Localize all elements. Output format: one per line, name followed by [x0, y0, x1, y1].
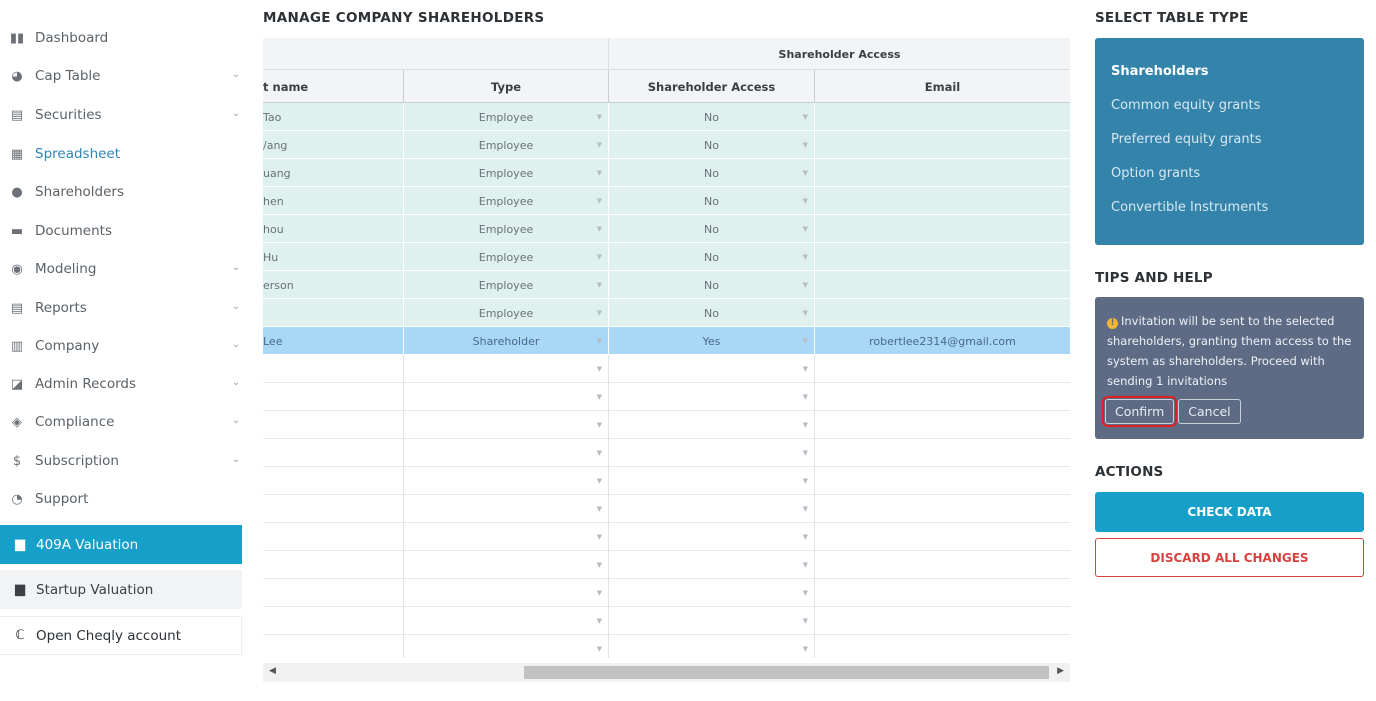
- dropdown-arrow-icon[interactable]: ▼: [802, 393, 808, 401]
- sidebar-item-label: Cap Table: [35, 68, 101, 84]
- sidebar-item-support[interactable]: [0, 480, 242, 518]
- cell-access[interactable]: [608, 635, 814, 658]
- table-type-common-equity[interactable]: Common equity grants: [1111, 98, 1261, 113]
- cell-email[interactable]: [814, 355, 1070, 383]
- scroll-left-icon[interactable]: ◀: [269, 666, 276, 676]
- cell-email[interactable]: [814, 411, 1070, 439]
- cell-name[interactable]: [263, 187, 403, 215]
- cell-name[interactable]: [263, 439, 403, 467]
- cell-name[interactable]: [263, 243, 403, 271]
- sidebar-item-subscription[interactable]: [0, 442, 242, 480]
- sidebar-item-admin-records[interactable]: [0, 365, 242, 403]
- table-row[interactable]: [263, 159, 1070, 187]
- grid-group-header: [263, 38, 1070, 70]
- table-row[interactable]: [263, 411, 1070, 439]
- dropdown-arrow-icon[interactable]: ▼: [802, 449, 808, 457]
- cell-type-value: Employee: [478, 138, 534, 152]
- cell-type[interactable]: [403, 411, 608, 439]
- chevron-down-icon: ⌄: [231, 69, 240, 80]
- column-header-name[interactable]: t name: [263, 79, 309, 94]
- cell-name[interactable]: [263, 299, 403, 327]
- cell-name[interactable]: [263, 411, 403, 439]
- cell-name-value: hen: [263, 194, 284, 208]
- dropdown-arrow-icon[interactable]: ▼: [802, 617, 808, 625]
- cell-name-value: Tao: [263, 110, 282, 124]
- document-icon: ▤: [10, 107, 24, 123]
- cell-type-value: Shareholder: [472, 334, 540, 348]
- cell-email[interactable]: [814, 299, 1070, 327]
- cell-email[interactable]: [814, 495, 1070, 523]
- dropdown-arrow-icon[interactable]: ▼: [596, 533, 602, 541]
- table-type-panel: [1095, 38, 1364, 245]
- sidebar-item-securities[interactable]: [0, 96, 242, 134]
- cheqly-logo-icon: ℂ: [15, 628, 25, 643]
- cell-access[interactable]: [608, 271, 814, 299]
- dropdown-arrow-icon[interactable]: ▼: [802, 281, 808, 289]
- cell-name[interactable]: [263, 495, 403, 523]
- dropdown-arrow-icon[interactable]: ▼: [802, 505, 808, 513]
- cell-type-value: Employee: [478, 250, 534, 264]
- user-icon: ●: [11, 184, 23, 200]
- dropdown-arrow-icon[interactable]: ▼: [596, 617, 602, 625]
- cell-access[interactable]: [608, 551, 814, 579]
- dropdown-arrow-icon[interactable]: ▼: [802, 225, 808, 233]
- cell-name-value: erson: [263, 278, 294, 292]
- tips-message: [1107, 311, 1354, 391]
- cell-email[interactable]: [814, 551, 1070, 579]
- shield-icon: ◈: [12, 414, 22, 430]
- cell-type[interactable]: [403, 299, 608, 327]
- sidebar-item-label: 409A Valuation: [36, 536, 139, 553]
- actions-title: ACTIONS: [1095, 464, 1164, 480]
- dropdown-arrow-icon[interactable]: ▼: [596, 281, 602, 289]
- cell-name[interactable]: [263, 607, 403, 635]
- dropdown-arrow-icon[interactable]: ▼: [802, 645, 808, 653]
- cell-name-value: Hu: [263, 250, 279, 264]
- cell-access[interactable]: [608, 523, 814, 551]
- admin-icon: ◪: [10, 376, 24, 392]
- support-icon: ◔: [11, 491, 23, 507]
- cell-type[interactable]: [403, 383, 608, 411]
- sidebar-item-label: Modeling: [35, 261, 97, 277]
- cell-access[interactable]: [608, 467, 814, 495]
- tips-text: Invitation will be sent to the selected shareholders, granting them access to the system as shareholders. Proceed with sending 1 invitations: [1107, 314, 1352, 388]
- cell-email[interactable]: [814, 607, 1070, 635]
- cell-type-value: Employee: [478, 306, 534, 320]
- cell-type-value: Employee: [478, 278, 534, 292]
- chevron-down-icon: ⌄: [231, 454, 240, 465]
- dropdown-arrow-icon[interactable]: ▼: [596, 253, 602, 261]
- sidebar-item-label: Compliance: [35, 414, 115, 430]
- cell-access-value: Yes: [702, 334, 721, 348]
- cell-access-value: No: [704, 306, 719, 320]
- cell-type[interactable]: [403, 187, 608, 215]
- cell-access[interactable]: [608, 495, 814, 523]
- cell-access[interactable]: [608, 131, 814, 159]
- cell-access[interactable]: [608, 439, 814, 467]
- cell-email-value: robertlee2314@gmail.com: [869, 334, 1016, 348]
- sidebar-item-label: Shareholders: [35, 184, 124, 200]
- sidebar-item-cap-table[interactable]: [0, 57, 242, 95]
- sidebar-item-409a-valuation[interactable]: [0, 525, 242, 564]
- cell-email[interactable]: [814, 103, 1070, 131]
- cell-name[interactable]: [263, 523, 403, 551]
- cancel-button[interactable]: Cancel: [1178, 399, 1240, 424]
- table-row[interactable]: [263, 439, 1070, 467]
- table-row[interactable]: [263, 467, 1070, 495]
- cell-access[interactable]: [608, 607, 814, 635]
- cell-type[interactable]: [403, 327, 608, 355]
- cell-access[interactable]: [608, 187, 814, 215]
- chevron-down-icon: ⌄: [231, 262, 240, 273]
- sidebar-item-label: Subscription: [35, 453, 119, 469]
- dropdown-arrow-icon[interactable]: ▼: [596, 141, 602, 149]
- table-row[interactable]: [263, 579, 1070, 607]
- cell-email[interactable]: [814, 383, 1070, 411]
- cell-access-value: No: [704, 194, 719, 208]
- dropdown-arrow-icon[interactable]: ▼: [802, 589, 808, 597]
- dropdown-arrow-icon[interactable]: ▼: [802, 421, 808, 429]
- table-row[interactable]: [263, 271, 1070, 299]
- cell-type[interactable]: [403, 271, 608, 299]
- folder-icon: ▬: [10, 223, 24, 239]
- chevron-down-icon: ⌄: [231, 108, 240, 119]
- sidebar-item-label: Startup Valuation: [36, 581, 154, 598]
- dollar-icon: $: [12, 453, 22, 469]
- group-header-shareholder-access: Shareholder Access: [608, 38, 1070, 70]
- dropdown-arrow-icon[interactable]: ▼: [802, 113, 808, 121]
- dropdown-arrow-icon[interactable]: ▼: [596, 477, 602, 485]
- sidebar-item-reports[interactable]: [0, 289, 242, 327]
- dropdown-arrow-icon[interactable]: ▼: [596, 225, 602, 233]
- cell-type[interactable]: [403, 439, 608, 467]
- sidebar-item-spreadsheet[interactable]: [0, 135, 242, 173]
- cell-email[interactable]: [814, 159, 1070, 187]
- confirm-button[interactable]: Confirm: [1105, 399, 1174, 424]
- cell-name[interactable]: [263, 131, 403, 159]
- table-row[interactable]: [263, 299, 1070, 327]
- sidebar-item-label: Reports: [35, 300, 87, 316]
- sidebar-item-label: Securities: [35, 107, 102, 123]
- dropdown-arrow-icon[interactable]: ▼: [802, 197, 808, 205]
- sidebar-item-documents[interactable]: [0, 212, 242, 250]
- cell-type-value: Employee: [478, 222, 534, 236]
- cell-email[interactable]: [814, 131, 1070, 159]
- cell-type[interactable]: [403, 159, 608, 187]
- table-row[interactable]: [263, 523, 1070, 551]
- table-row[interactable]: [263, 327, 1070, 355]
- cell-access[interactable]: [608, 103, 814, 131]
- cell-access[interactable]: [608, 159, 814, 187]
- cell-email[interactable]: [814, 271, 1070, 299]
- table-row[interactable]: [263, 383, 1070, 411]
- chevron-down-icon: ⌄: [231, 415, 240, 426]
- cell-type[interactable]: [403, 355, 608, 383]
- sidebar-item-shareholders[interactable]: [0, 173, 242, 211]
- dropdown-arrow-icon[interactable]: ▼: [802, 309, 808, 317]
- dropdown-arrow-icon[interactable]: ▼: [802, 477, 808, 485]
- open-cheqly-link[interactable]: [0, 616, 242, 655]
- grid-column-header: [263, 70, 1070, 103]
- dropdown-arrow-icon[interactable]: ▼: [802, 533, 808, 541]
- cell-type-value: Employee: [478, 194, 534, 208]
- chevron-down-icon: ⌄: [231, 339, 240, 350]
- dropdown-arrow-icon[interactable]: ▼: [596, 365, 602, 373]
- cell-email[interactable]: [814, 215, 1070, 243]
- cell-type[interactable]: [403, 131, 608, 159]
- cell-access[interactable]: [608, 411, 814, 439]
- cell-access-value: No: [704, 110, 719, 124]
- table-row[interactable]: [263, 635, 1070, 658]
- cell-name[interactable]: [263, 327, 403, 355]
- dropdown-arrow-icon[interactable]: ▼: [596, 449, 602, 457]
- table-type-preferred-equity[interactable]: Preferred equity grants: [1111, 132, 1262, 147]
- sidebar: [0, 0, 242, 701]
- cell-name[interactable]: [263, 355, 403, 383]
- check-data-button[interactable]: CHECK DATA: [1095, 492, 1364, 532]
- table-icon: ▦: [10, 146, 24, 162]
- cell-type[interactable]: [403, 243, 608, 271]
- sidebar-item-label: Company: [35, 338, 100, 354]
- table-type-convertible[interactable]: Convertible Instruments: [1111, 200, 1269, 215]
- cell-email[interactable]: [814, 635, 1070, 658]
- tips-title: TIPS AND HELP: [1095, 270, 1213, 286]
- cell-email[interactable]: [814, 579, 1070, 607]
- building-icon: ▥: [10, 338, 24, 354]
- scroll-right-icon[interactable]: ▶: [1057, 666, 1064, 676]
- cell-name[interactable]: [263, 159, 403, 187]
- dropdown-arrow-icon[interactable]: ▼: [802, 169, 808, 177]
- cell-email[interactable]: [814, 327, 1070, 355]
- horizontal-scrollbar[interactable]: [263, 663, 1070, 682]
- dropdown-arrow-icon[interactable]: ▼: [596, 589, 602, 597]
- discard-changes-button[interactable]: DISCARD ALL CHANGES: [1095, 538, 1364, 577]
- sidebar-item-label: Support: [35, 491, 89, 507]
- cell-access-value: No: [704, 278, 719, 292]
- cell-name[interactable]: [263, 551, 403, 579]
- shareholders-grid: [263, 38, 1070, 658]
- report-icon: ▤: [10, 300, 24, 316]
- pie-chart-icon: ◕: [11, 68, 23, 84]
- warning-icon: !: [1107, 318, 1118, 329]
- table-type-option-grants[interactable]: Option grants: [1111, 166, 1201, 181]
- cell-name-value: uang: [263, 166, 291, 180]
- table-row[interactable]: [263, 243, 1070, 271]
- cell-email[interactable]: [814, 523, 1070, 551]
- cell-name[interactable]: [263, 215, 403, 243]
- cell-name[interactable]: [263, 635, 403, 658]
- cell-access[interactable]: [608, 215, 814, 243]
- document-icon: ▆: [15, 537, 25, 552]
- table-row[interactable]: [263, 551, 1070, 579]
- cell-type-value: Employee: [478, 110, 534, 124]
- cell-type[interactable]: [403, 495, 608, 523]
- table-row[interactable]: [263, 607, 1070, 635]
- table-row[interactable]: [263, 131, 1070, 159]
- cell-email[interactable]: [814, 439, 1070, 467]
- dropdown-arrow-icon[interactable]: ▼: [802, 561, 808, 569]
- dropdown-arrow-icon[interactable]: ▼: [596, 169, 602, 177]
- sidebar-item-dashboard[interactable]: [0, 19, 242, 57]
- dropdown-arrow-icon[interactable]: ▼: [596, 197, 602, 205]
- select-table-type-title: SELECT TABLE TYPE: [1095, 10, 1249, 26]
- scrollbar-thumb[interactable]: [524, 666, 1049, 679]
- sidebar-item-label: Admin Records: [35, 376, 136, 392]
- cell-name[interactable]: [263, 103, 403, 131]
- chevron-down-icon: ⌄: [231, 301, 240, 312]
- table-row[interactable]: [263, 215, 1070, 243]
- cell-access[interactable]: [608, 327, 814, 355]
- table-row[interactable]: [263, 495, 1070, 523]
- cell-access[interactable]: [608, 579, 814, 607]
- sidebar-item-label: Spreadsheet: [35, 146, 121, 162]
- chevron-down-icon: ⌄: [231, 377, 240, 388]
- cell-name-value: Lee: [263, 334, 283, 348]
- dropdown-arrow-icon[interactable]: ▼: [596, 561, 602, 569]
- cell-name[interactable]: [263, 271, 403, 299]
- cell-type[interactable]: [403, 607, 608, 635]
- page-title: MANAGE COMPANY SHAREHOLDERS: [263, 10, 545, 26]
- table-row[interactable]: [263, 103, 1070, 131]
- dropdown-arrow-icon[interactable]: ▼: [802, 141, 808, 149]
- cell-access[interactable]: [608, 355, 814, 383]
- cell-email[interactable]: [814, 243, 1070, 271]
- cell-type[interactable]: [403, 551, 608, 579]
- cell-email[interactable]: [814, 467, 1070, 495]
- document-icon: ▆: [15, 582, 25, 597]
- cell-name-value: /ang: [263, 138, 288, 152]
- cell-email[interactable]: [814, 187, 1070, 215]
- dropdown-arrow-icon[interactable]: ▼: [802, 337, 808, 345]
- dashboard-icon: ▮▮: [9, 30, 25, 46]
- cell-access[interactable]: [608, 243, 814, 271]
- column-header-access[interactable]: Shareholder Access: [608, 70, 814, 103]
- cell-type[interactable]: [403, 523, 608, 551]
- dropdown-arrow-icon[interactable]: ▼: [596, 337, 602, 345]
- column-header-email[interactable]: Email: [814, 70, 1070, 103]
- cell-access-value: No: [704, 222, 719, 236]
- cell-access[interactable]: [608, 299, 814, 327]
- cell-access-value: No: [704, 250, 719, 264]
- sidebar-item-label: Dashboard: [35, 30, 109, 46]
- sidebar-item-label: Documents: [35, 223, 112, 239]
- column-header-type[interactable]: Type: [403, 70, 608, 103]
- dropdown-arrow-icon[interactable]: ▼: [596, 393, 602, 401]
- cell-name[interactable]: [263, 579, 403, 607]
- table-row[interactable]: [263, 355, 1070, 383]
- dropdown-arrow-icon[interactable]: ▼: [596, 309, 602, 317]
- dropdown-arrow-icon[interactable]: ▼: [596, 645, 602, 653]
- dropdown-arrow-icon[interactable]: ▼: [596, 113, 602, 121]
- cell-type-value: Employee: [478, 166, 534, 180]
- table-row[interactable]: [263, 187, 1070, 215]
- lightbulb-icon: ◉: [11, 261, 23, 277]
- cell-type[interactable]: [403, 103, 608, 131]
- tips-panel: [1095, 297, 1364, 439]
- cell-type[interactable]: [403, 579, 608, 607]
- sidebar-item-company[interactable]: [0, 327, 242, 365]
- cell-type[interactable]: [403, 215, 608, 243]
- dropdown-arrow-icon[interactable]: ▼: [802, 253, 808, 261]
- cell-access-value: No: [704, 166, 719, 180]
- cell-type[interactable]: [403, 635, 608, 658]
- cell-name[interactable]: [263, 467, 403, 495]
- cell-name[interactable]: [263, 383, 403, 411]
- dropdown-arrow-icon[interactable]: ▼: [802, 365, 808, 373]
- cell-type[interactable]: [403, 467, 608, 495]
- sidebar-item-modeling[interactable]: [0, 250, 242, 288]
- cell-access-value: No: [704, 138, 719, 152]
- sidebar-item-startup-valuation[interactable]: [0, 570, 242, 609]
- cell-access[interactable]: [608, 383, 814, 411]
- cell-name-value: hou: [263, 222, 284, 236]
- sidebar-item-compliance[interactable]: [0, 403, 242, 441]
- dropdown-arrow-icon[interactable]: ▼: [596, 421, 602, 429]
- sidebar-item-label: Open Cheqly account: [36, 627, 182, 644]
- table-type-shareholders[interactable]: Shareholders: [1111, 64, 1209, 79]
- dropdown-arrow-icon[interactable]: ▼: [596, 505, 602, 513]
